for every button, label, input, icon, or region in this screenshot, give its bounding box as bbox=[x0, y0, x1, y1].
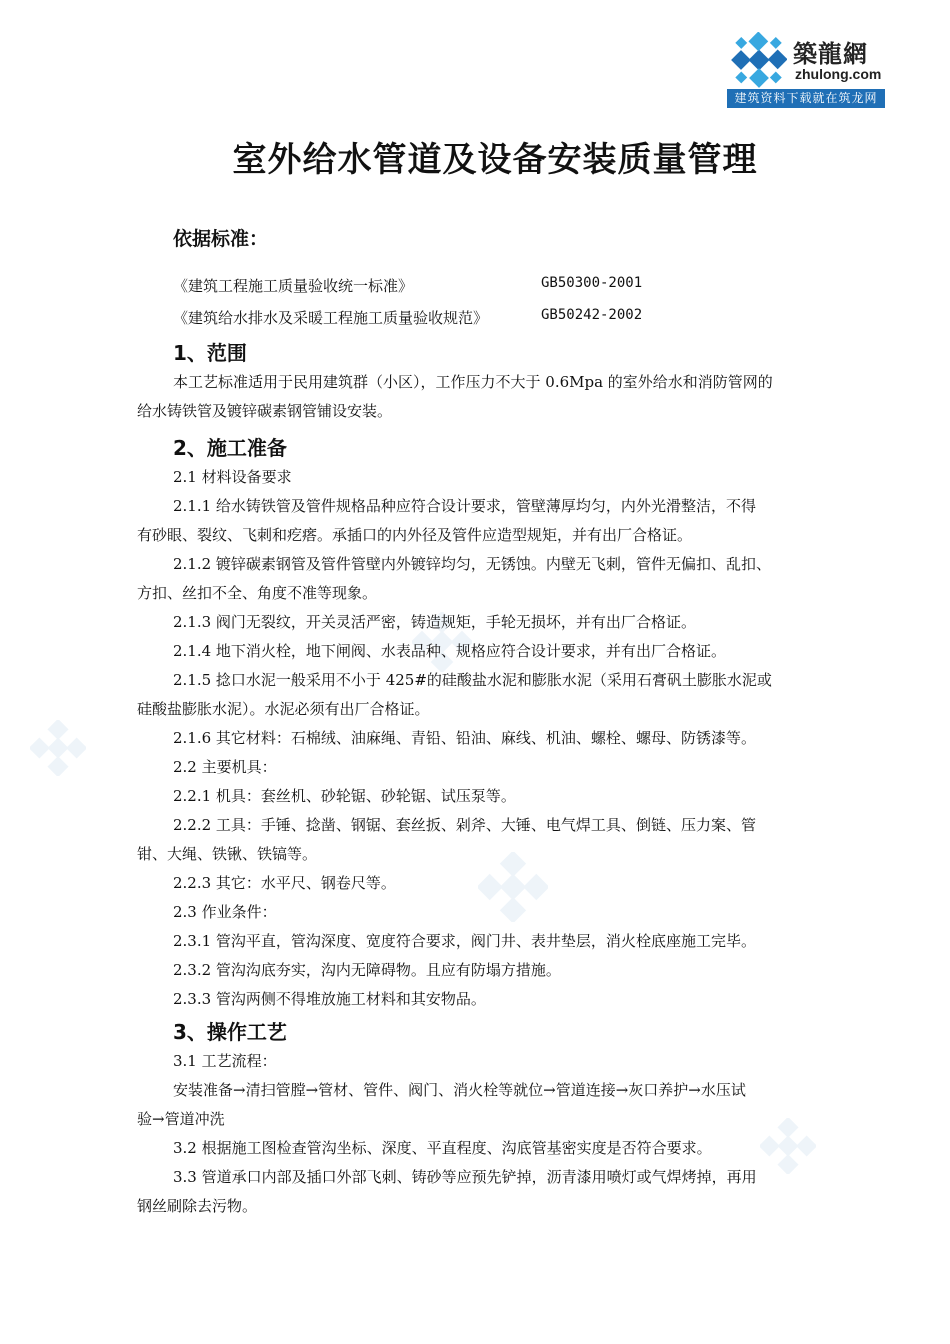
section-heading: 1、范围 bbox=[173, 341, 247, 365]
text-line: 2.3.3 管沟两侧不得堆放施工材料和其安物品。 bbox=[173, 990, 486, 1008]
text-line: 2.2.3 其它：水平尺、钢卷尺等。 bbox=[173, 874, 396, 892]
text-line: 3.3 管道承口内部及插口外部飞刺、铸砂等应预先铲掉，沥青漆用喷灯或气焊烤掉，再用 bbox=[173, 1168, 757, 1186]
standard-code: GB50242-2002 bbox=[541, 307, 643, 323]
zhulong-snowflake-icon bbox=[731, 32, 787, 88]
text-line: 钢丝刷除去污物。 bbox=[137, 1197, 258, 1215]
text-line: 方扣、丝扣不全、角度不准等现象。 bbox=[137, 584, 378, 602]
section-heading: 2、施工准备 bbox=[173, 436, 287, 460]
text-line: 2.1.4 地下消火栓，地下闸阀、水表品种、规格应符合设计要求，并有出厂合格证。 bbox=[173, 642, 726, 660]
text-line: 2.1.6 其它材料：石棉绒、油麻绳、青铅、铅油、麻线、机油、螺栓、螺母、防锈漆等。 bbox=[173, 729, 756, 747]
section-body bbox=[137, 463, 837, 1014]
logo-chinese-name: 築龍網 bbox=[793, 39, 868, 68]
section-body bbox=[137, 1047, 837, 1221]
zhulong-logo[interactable] bbox=[727, 26, 885, 108]
text-line: 硅酸盐膨胀水泥）。水泥必须有出厂合格证。 bbox=[137, 700, 430, 718]
text-line: 2.1.2 镀锌碳素钢管及管件管壁内外镀锌均匀，无锈蚀。内壁无飞刺，管件无偏扣、乱扣、 bbox=[173, 555, 771, 573]
text-line: 2.1.5 捻口水泥一般采用不小于 425#的硅酸盐水泥和膨胀水泥（采用石膏矾土膨胀水泥或 bbox=[173, 671, 772, 689]
text-line: 有砂眼、裂纹、飞刺和疙瘩。承插口的内外径及管件应造型规矩，并有出厂合格证。 bbox=[137, 526, 693, 544]
text-line: 2.2.1 机具：套丝机、砂轮锯、砂轮锯、试压泵等。 bbox=[173, 787, 516, 805]
text-line: 钳、大绳、铁锹、铁镐等。 bbox=[137, 845, 318, 863]
text-line: 2.1.1 给水铸铁管及管件规格品种应符合设计要求，管壁薄厚均匀，内外光滑整洁，不得 bbox=[173, 497, 756, 515]
watermark-snowflake-icon bbox=[30, 720, 86, 776]
section-body bbox=[137, 368, 837, 426]
text-line: 2.3.1 管沟平直，管沟深度、宽度符合要求，阀门井、表井垫层，消火栓底座施工完毕。 bbox=[173, 932, 756, 950]
text-line: 2.3 作业条件： bbox=[173, 903, 277, 921]
text-line: 3.1 工艺流程： bbox=[173, 1052, 277, 1070]
text-line: 3.2 根据施工图检查管沟坐标、深度、平直程度、沟底管基密实度是否符合要求。 bbox=[173, 1139, 712, 1157]
text-line: 2.2.2 工具：手锤、捻凿、钢锯、套丝扳、剁斧、大锤、电气焊工具、倒链、压力案、管 bbox=[173, 816, 756, 834]
standard-code: GB50300-2001 bbox=[541, 275, 643, 291]
section-heading: 3、操作工艺 bbox=[173, 1020, 287, 1044]
text-line: 安装准备→清扫管膛→管材、管件、阀门、消火栓等就位→管道连接→灰口养护→水压试 bbox=[173, 1081, 746, 1099]
text-line: 2.3.2 管沟沟底夯实，沟内无障碍物。且应有防塌方措施。 bbox=[173, 961, 561, 979]
text-line: 2.2 主要机具： bbox=[173, 758, 277, 776]
text-line: 验→管道冲洗 bbox=[137, 1110, 225, 1128]
standard-name: 《建筑给水排水及采暖工程施工质量验收规范》 bbox=[173, 309, 489, 327]
text-line: 2.1.3 阀门无裂纹，开关灵活严密，铸造规矩，手轮无损坏，并有出厂合格证。 bbox=[173, 613, 696, 631]
document-title: 室外给水管道及设备安装质量管理 bbox=[232, 140, 758, 180]
logo-slogan: 建筑资料下载就在筑龙网 bbox=[727, 89, 885, 108]
text-line: 2.1 材料设备要求 bbox=[173, 468, 292, 486]
basis-heading: 依据标准： bbox=[173, 228, 269, 250]
text-line: 给水铸铁管及镀锌碳素钢管铺设安装。 bbox=[137, 402, 393, 420]
standard-item bbox=[173, 307, 643, 328]
text-line: 本工艺标准适用于民用建筑群（小区），工作压力不大于 0.6Mpa 的室外给水和消防管网的 bbox=[173, 373, 773, 391]
standard-item bbox=[173, 275, 643, 296]
standard-name: 《建筑工程施工质量验收统一标准》 bbox=[173, 277, 414, 295]
logo-domain: zhulong.com bbox=[795, 66, 882, 82]
